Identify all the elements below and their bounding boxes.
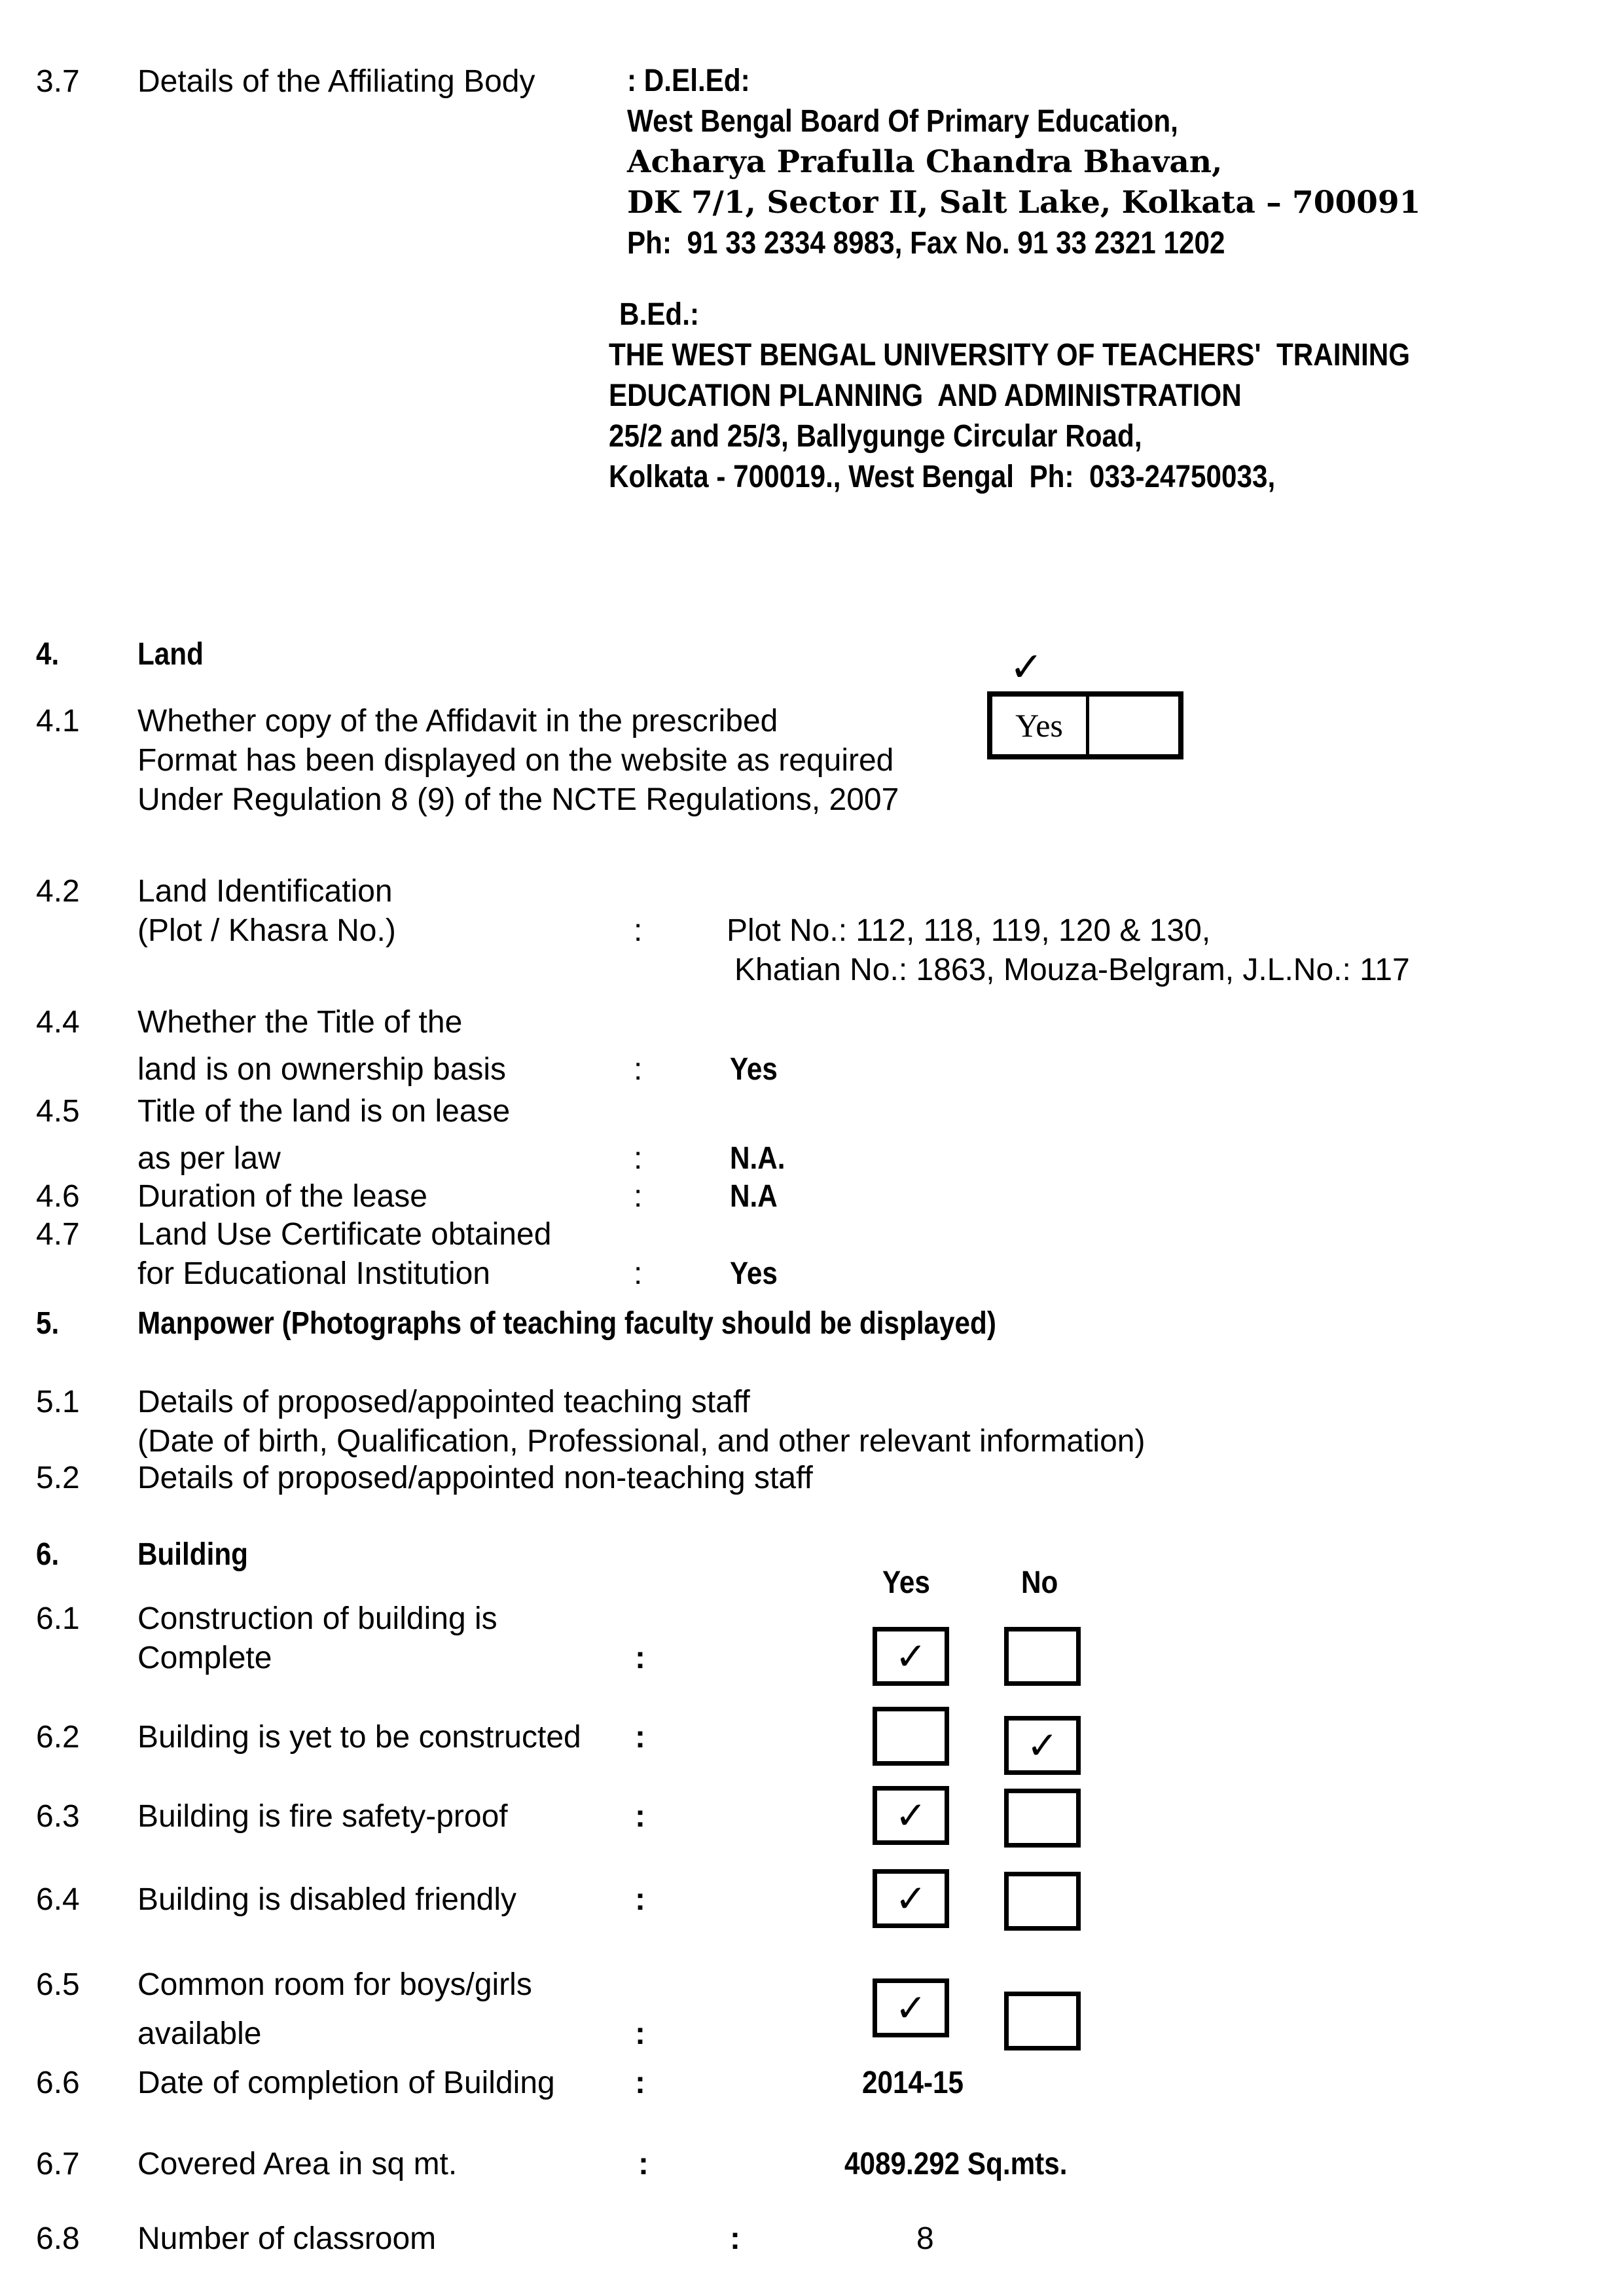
deled-bhavan-line: Acharya Prafulla Chandra Bhavan, [627,144,1223,180]
deled-phone-line: Ph: 91 33 2334 8983, Fax No. 91 33 2321 1202 [627,226,1225,261]
affiliating-bed-block [609,295,1519,498]
deled-heading-line: : D.El.Ed: [627,64,750,98]
item-6-5-line-2: available [137,2016,262,2051]
bed-university-line: THE WEST BENGAL UNIVERSITY OF TEACHERS' TRAINING [609,338,1411,373]
affidavit-yes-label: Yes [1015,707,1063,744]
item-6-6-value: 2014-15 [862,2066,964,2100]
affidavit-yes-cell[interactable] [992,697,1089,754]
item-4-6-number: 4.6 [36,1179,80,1214]
item-4-6-line-1: Duration of the lease [137,1179,427,1214]
item-6-8-number: 6.8 [36,2221,80,2256]
section-4-title: Land [137,637,204,672]
item-4-1-number: 4.1 [36,704,80,738]
item-6-6-colon: : [635,2066,645,2100]
item-4-7-line-1: Land Use Certificate obtained [137,1217,552,1252]
item-4-5-number: 4.5 [36,1094,80,1129]
item-5-2-number: 5.2 [36,1461,80,1495]
item-6-7-line-1: Covered Area in sq mt. [137,2147,458,2181]
item-4-7-line-2: for Educational Institution [137,1256,490,1291]
item-4-4-number: 4.4 [36,1005,80,1040]
checkmark-icon: ✓ [895,1793,927,1838]
item-5-1-line-2: (Date of birth, Qualification, Professional, and other relevant information) [137,1424,1146,1459]
item-6-5-colon: : [635,2016,645,2051]
section-4-number: 4. [36,637,60,672]
item-3-7-label: Details of the Affiliating Body [137,64,535,99]
item-5-1-number: 5.1 [36,1385,80,1419]
checkbox-6-2-no[interactable] [1004,1716,1081,1775]
item-6-2-line-1: Building is yet to be constructed [137,1720,581,1755]
item-6-6-line-1: Date of completion of Building [137,2066,555,2100]
item-4-5-line-2: as per law [137,1141,281,1176]
item-6-4-line-1: Building is disabled friendly [137,1882,516,1917]
item-4-4-line-2: land is on ownership basis [137,1052,506,1087]
item-6-1-line-1: Construction of building is [137,1601,497,1636]
item-4-4-colon: : [634,1052,643,1087]
affidavit-empty-cell[interactable] [1089,697,1178,754]
checkbox-6-1-no[interactable] [1004,1627,1081,1686]
section-5-title: Manpower (Photographs of teaching faculty should be displayed) [137,1306,996,1341]
item-6-7-number: 6.7 [36,2147,80,2181]
affidavit-answer-box [987,691,1183,759]
item-6-7-value: 4089.292 Sq.mts. [844,2147,1068,2181]
checkmark-icon: ✓ [895,1634,927,1679]
checkbox-6-3-no[interactable] [1004,1789,1081,1848]
item-6-1-number: 6.1 [36,1601,80,1636]
item-4-6-colon: : [634,1179,643,1214]
item-4-5-value: N.A. [730,1141,785,1176]
item-4-5-colon: : [634,1141,643,1176]
item-4-2-number: 4.2 [36,874,80,909]
bed-address-line: 25/2 and 25/3, Ballygunge Circular Road, [609,419,1142,454]
item-4-4-line-1: Whether the Title of the [137,1005,463,1040]
item-4-7-number: 4.7 [36,1217,80,1252]
item-6-5-number: 6.5 [36,1967,80,2002]
item-4-5-line-1: Title of the land is on lease [137,1094,511,1129]
checkbox-6-4-yes[interactable] [873,1869,949,1928]
item-6-5-line-1: Common room for boys/girls [137,1967,532,2002]
item-4-1-line-1: Whether copy of the Affidavit in the prescribed [137,704,778,738]
item-5-1-line-1: Details of proposed/appointed teaching staff [137,1385,750,1419]
checkbox-6-2-yes[interactable] [873,1707,949,1766]
item-6-6-number: 6.6 [36,2066,80,2100]
bed-heading-line: B.Ed.: [619,297,700,332]
item-6-1-line-2: Complete [137,1641,272,1675]
bed-city-phone-line: Kolkata - 700019., West Bengal Ph: 033-24750033, [609,460,1276,494]
bed-department-line: EDUCATION PLANNING AND ADMINISTRATION [609,378,1242,413]
item-6-8-colon: : [730,2221,740,2256]
checkbox-6-1-yes[interactable] [873,1627,949,1686]
column-header-yes: Yes [882,1565,930,1600]
item-4-2-line-1: Land Identification [137,874,393,909]
item-6-2-colon: : [635,1720,645,1755]
checkmark-icon: ✓ [895,1876,927,1921]
item-3-7-number: 3.7 [36,64,80,99]
checkbox-6-3-yes[interactable] [873,1786,949,1845]
item-6-3-number: 6.3 [36,1799,80,1834]
checkbox-6-5-no[interactable] [1004,1992,1081,2050]
item-4-2-colon: : [634,913,643,948]
item-6-4-colon: : [635,1882,645,1917]
checkbox-6-4-no[interactable] [1004,1872,1081,1931]
checkmark-icon: ✓ [1009,643,1043,691]
item-5-2-line-1: Details of proposed/appointed non-teaching staff [137,1461,813,1495]
item-4-2-value-1: Plot No.: 112, 118, 119, 120 & 130, [727,913,1211,948]
item-4-1-line-2: Format has been displayed on the website as required [137,743,894,778]
item-4-2-line-2: (Plot / Khasra No.) [137,913,396,948]
checkmark-icon: ✓ [1026,1723,1058,1768]
item-6-7-colon: : [638,2147,649,2181]
item-4-7-colon: : [634,1256,643,1291]
item-6-2-number: 6.2 [36,1720,80,1755]
item-4-1-line-3: Under Regulation 8 (9) of the NCTE Regulations, 2007 [137,782,899,817]
deled-address-line: DK 7/1, Sector II, Salt Lake, Kolkata – 700091 [627,185,1421,221]
item-6-3-line-1: Building is fire safety-proof [137,1799,508,1834]
checkmark-icon: ✓ [895,1986,927,2030]
section-6-title: Building [137,1537,248,1572]
item-6-8-value: 8 [916,2221,934,2256]
item-4-6-value: N.A [730,1179,778,1214]
item-4-7-value: Yes [730,1256,778,1291]
item-4-4-value: Yes [730,1052,778,1087]
section-5-number: 5. [36,1306,60,1341]
item-6-4-number: 6.4 [36,1882,80,1917]
deled-board-line: West Bengal Board Of Primary Education, [627,104,1178,139]
section-6-number: 6. [36,1537,60,1572]
affiliating-deled-block [627,61,1420,264]
column-header-no: No [1021,1565,1058,1600]
item-6-8-line-1: Number of classroom [137,2221,437,2256]
item-6-3-colon: : [635,1799,645,1834]
item-4-2-value-2: Khatian No.: 1863, Mouza-Belgram, J.L.No.: 117 [734,953,1410,987]
item-6-1-colon: : [635,1641,645,1675]
checkbox-6-5-yes[interactable] [873,1978,949,2037]
